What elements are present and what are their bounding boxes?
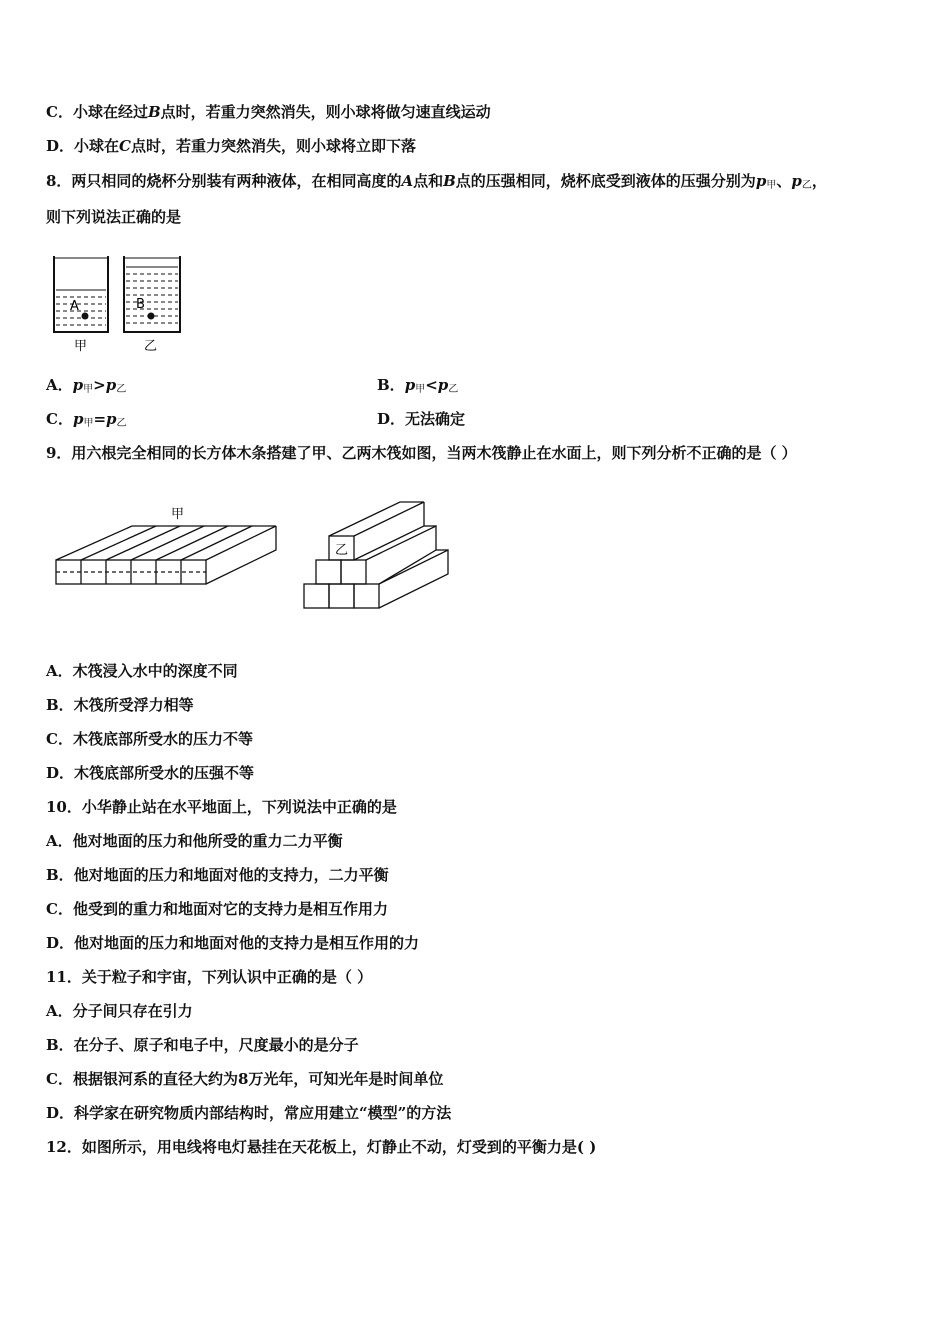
q8-option-a: A．$p_甲>p_乙$ bbox=[46, 376, 127, 395]
q7-option-c: C．小球在经过B点时，若重力突然消失，则小球将做匀速直线运动 bbox=[46, 103, 491, 121]
q11-option-b: B．在分子、原子和电子中，尺度最小的是分子 bbox=[46, 1036, 359, 1054]
q8-beakers-figure bbox=[48, 250, 193, 358]
q9-stem: 9．用六根完全相同的长方体木条搭建了甲、乙两木筏如图，当两木筏静止在水面上，则下列分析不正确的是（ ） bbox=[46, 444, 797, 462]
raft-yi bbox=[304, 502, 448, 608]
label-yi: 乙 bbox=[144, 339, 158, 354]
q11-option-c: C．根据银河系的直径大约为8万光年，可知光年是时间单位 bbox=[46, 1070, 444, 1088]
q11-stem: 11．关于粒子和宇宙，下列认识中正确的是（ ） bbox=[46, 968, 373, 986]
q8-option-d: D．无法确定 bbox=[377, 410, 466, 428]
q7-option-d: D．小球在C点时，若重力突然消失，则小球将立即下落 bbox=[46, 137, 416, 155]
q9-option-a: A．木筏浸入水中的深度不同 bbox=[46, 662, 238, 680]
beaker-jia bbox=[54, 256, 108, 332]
liquid-jia bbox=[56, 290, 106, 325]
label-jia: 甲 bbox=[74, 339, 88, 354]
q8-stem: 8．两只相同的烧杯分别装有两种液体，在相同高度的A点和B点的压强相同，烧杯底受到液体的压强分别为$p_甲$、$p_乙$， bbox=[46, 172, 827, 191]
q10-stem: 10．小华静止站在水平地面上，下列说法中正确的是 bbox=[46, 798, 397, 816]
raft-jia-label: 甲 bbox=[171, 507, 185, 522]
q10-option-b: B．他对地面的压力和地面对他的支持力，二力平衡 bbox=[46, 866, 389, 884]
q8-option-c: C．$p_甲=p_乙$ bbox=[46, 410, 127, 429]
point-b-dot bbox=[148, 313, 155, 320]
q9-option-d: D．木筏底部所受水的压强不等 bbox=[46, 764, 255, 782]
q11-option-d: D．科学家在研究物质内部结构时，常应用建立“模型”的方法 bbox=[46, 1104, 452, 1122]
raft-yi-label: 乙 bbox=[335, 543, 349, 558]
q9-option-b: B．木筏所受浮力相等 bbox=[46, 696, 194, 714]
q9-option-c: C．木筏底部所受水的压力不等 bbox=[46, 730, 253, 748]
q12-stem: 12．如图所示，用电线将电灯悬挂在天花板上，灯静止不动，灯受到的平衡力是( ) bbox=[46, 1138, 597, 1156]
q11-option-a: A．分子间只存在引力 bbox=[46, 1002, 193, 1020]
raft-jia bbox=[56, 526, 276, 584]
q8-option-b: B．$p_甲<p_乙$ bbox=[377, 376, 459, 395]
point-b-label: B bbox=[136, 297, 145, 312]
q8-stem-line2: 则下列说法正确的是 bbox=[46, 208, 182, 226]
q9-rafts-figure bbox=[50, 498, 460, 613]
point-a-label: A bbox=[70, 299, 79, 314]
q10-option-c: C．他受到的重力和地面对它的支持力是相互作用力 bbox=[46, 900, 388, 918]
q10-option-a: A．他对地面的压力和他所受的重力二力平衡 bbox=[46, 832, 343, 850]
q10-option-d: D．他对地面的压力和地面对他的支持力是相互作用的力 bbox=[46, 934, 420, 952]
point-a-dot bbox=[82, 313, 89, 320]
